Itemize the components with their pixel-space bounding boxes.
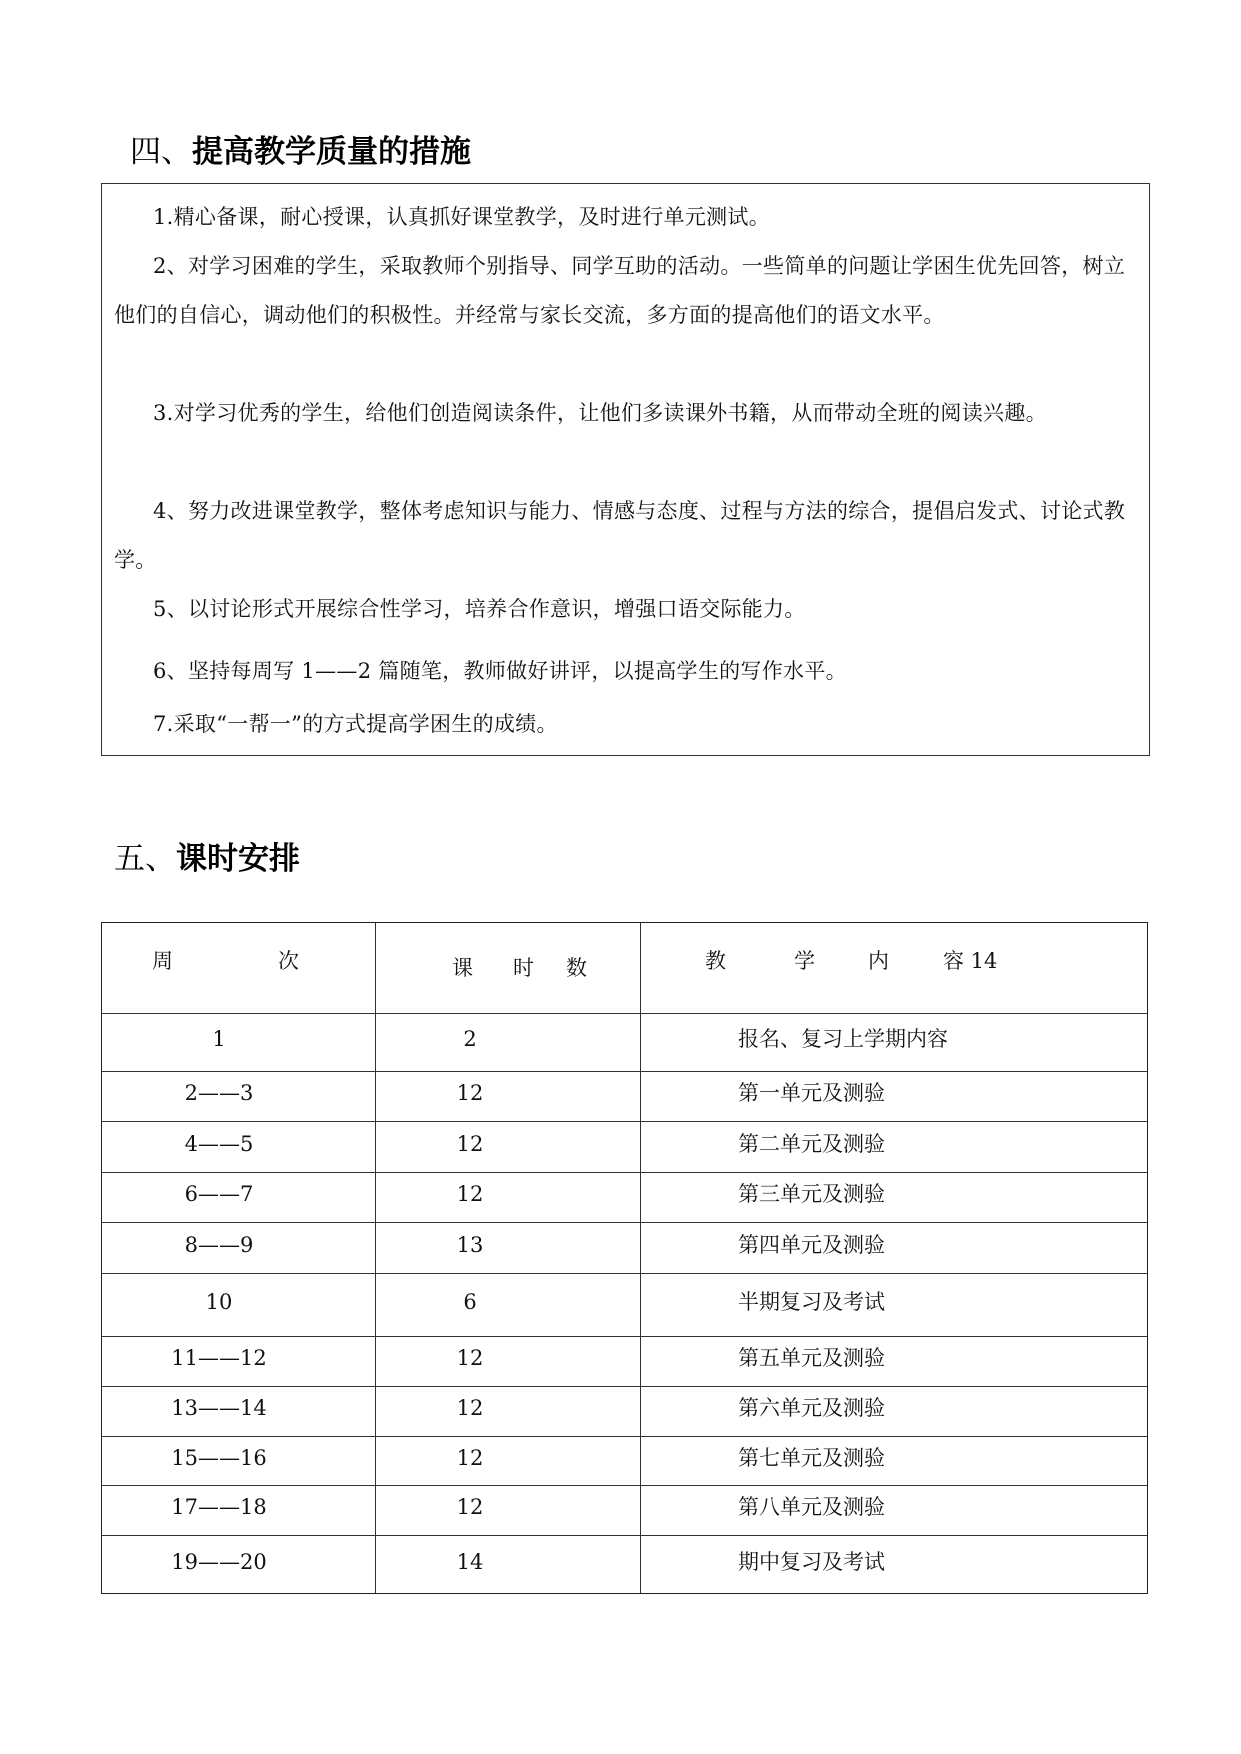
section4-title-text: 提高教学质量的措施 [192,134,471,170]
row-hours: 12 [456,1182,484,1206]
column-divider [640,923,641,1593]
row-hours: 14 [456,1550,484,1574]
row-week: 2——3 [184,1081,254,1105]
row-divider [102,1172,1147,1173]
row-content: 半期复习及考试 [738,1290,885,1314]
section5-number: 五、 [114,841,176,877]
measure-item-7: 7.采取“一帮一”的方式提高学困生的成绩。 [153,712,558,736]
row-divider [102,1121,1147,1122]
row-hours: 12 [456,1081,484,1105]
row-hours: 13 [456,1233,484,1257]
row-week: 17——18 [171,1495,267,1519]
row-content: 第二单元及测验 [738,1132,885,1156]
row-hours: 12 [456,1132,484,1156]
row-week: 8——9 [184,1233,254,1257]
header-hours-1: 课 [452,956,473,980]
header-content-1: 教 [705,949,726,973]
measures-box [101,183,1150,756]
row-divider [102,1386,1147,1387]
row-content: 报名、复习上学期内容 [738,1027,948,1051]
measure-item-1: 1.精心备课，耐心授课，认真抓好课堂教学，及时进行单元测试。 [153,205,771,229]
row-hours: 12 [456,1346,484,1370]
row-divider [102,1336,1147,1337]
measure-item-3: 3.对学习优秀的学生，给他们创造阅读条件，让他们多读课外书籍，从而带动全班的阅读兴趣。 [153,401,1047,425]
section4-number: 四、 [130,134,192,170]
row-content: 期中复习及考试 [738,1550,885,1574]
row-hours: 2 [463,1027,477,1051]
measure-item-5: 5、以讨论形式开展综合性学习，培养合作意识，增强口语交际能力。 [153,597,806,621]
row-divider [102,1013,1147,1014]
header-content-2: 学 [794,949,815,973]
row-content: 第六单元及测验 [738,1396,885,1420]
row-divider [102,1273,1147,1274]
row-divider [102,1436,1147,1437]
row-divider [102,1222,1147,1223]
row-hours: 12 [456,1446,484,1470]
row-content: 第四单元及测验 [738,1233,885,1257]
row-divider [102,1485,1147,1486]
row-content: 第一单元及测验 [738,1081,885,1105]
section5-title-text: 课时安排 [176,841,300,877]
measure-item-6: 6、坚持每周写 1——2 篇随笔，教师做好讲评，以提高学生的写作水平。 [153,659,847,683]
row-hours: 12 [456,1495,484,1519]
measure-item-2: 2、对学习困难的学生，采取教师个别指导、同学互助的活动。一些简单的问题让学困生优先回答，树立他们的自信心，调动他们的积极性。并经常与家长交流，多方面的提高他们的语文水平。 [114,254,1126,327]
row-week: 6——7 [184,1182,254,1206]
row-content: 第七单元及测验 [738,1446,885,1470]
section4-title [130,132,471,172]
row-hours: 12 [456,1396,484,1420]
row-hours: 6 [463,1290,477,1314]
row-content: 第八单元及测验 [738,1495,885,1519]
row-week: 19——20 [171,1550,267,1574]
header-week-2: 次 [278,949,299,973]
row-divider [102,1071,1147,1072]
header-week-1: 周 [152,949,173,973]
header-hours-3: 数 [566,956,587,980]
header-content-4: 容 14 [943,949,998,973]
measure-item-4: 4、努力改进课堂教学，整体考虑知识与能力、情感与态度、过程与方法的综合，提倡启发式、讨论式教学。 [114,499,1126,572]
row-content: 第五单元及测验 [738,1346,885,1370]
row-content: 第三单元及测验 [738,1182,885,1206]
header-content-3: 内 [868,949,889,973]
row-week: 11——12 [171,1346,267,1370]
row-week: 1 [212,1027,226,1051]
header-hours-2: 时 [513,956,534,980]
schedule-table [101,922,1148,1594]
row-week: 4——5 [184,1132,254,1156]
section5-title [114,839,300,879]
row-week: 15——16 [171,1446,267,1470]
column-divider [375,923,376,1593]
row-week: 13——14 [171,1396,267,1420]
row-divider [102,1535,1147,1536]
row-week: 10 [205,1290,233,1314]
